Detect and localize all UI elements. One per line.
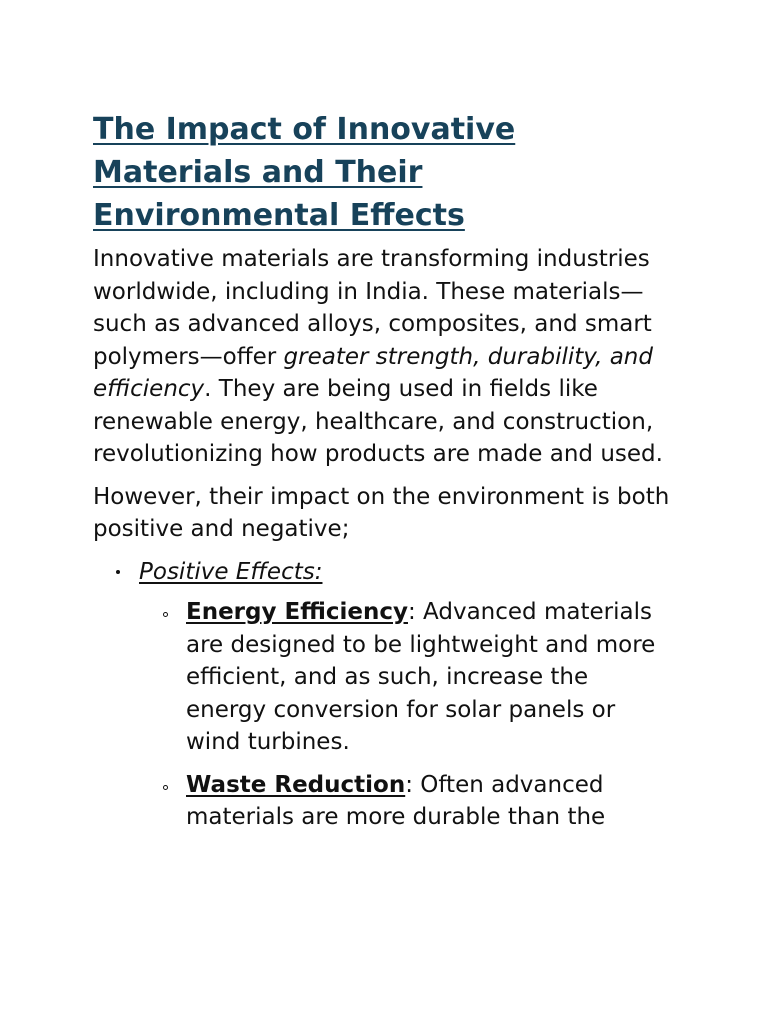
list-item-positive-effects [93, 556, 693, 834]
term-waste-reduction: Waste Reduction [186, 771, 406, 798]
transition-paragraph: However, their impact on the environment is both positive and negative; [93, 483, 670, 542]
term-energy-efficiency: Energy Efficiency [186, 599, 408, 625]
section-label-positive-effects: Positive Effects: [139, 558, 323, 585]
bullet-circle-icon [163, 785, 168, 790]
intro-text-part2: . They are being used in fields like renewable energy, healthcare, and construction, revolutionizing how products are made and used. [93, 376, 663, 467]
intro-emphasis: greater strength, durability, and efficiency [93, 343, 653, 402]
intro-paragraph [93, 243, 683, 471]
description-energy-efficiency: : Advanced materials are designed to be lightweight and more efficient, and as such, increase the energy conversion for solar panels or wind turbines. [186, 599, 656, 755]
bullet-dot-icon [116, 570, 120, 574]
positive-effects-sublist [139, 596, 693, 834]
list-item-energy-efficiency [139, 596, 656, 759]
description-waste-reduction: : Often advanced materials are more durable than the [186, 771, 606, 830]
list-item-waste-reduction [139, 769, 656, 834]
effects-list [93, 556, 693, 834]
intro-text-part1: Innovative materials are transforming industries worldwide, including in India. These materials—such as advanced alloys, composites, and smart polymers—offer [93, 246, 652, 370]
document-page [93, 108, 693, 844]
document-title: The Impact of Innovative Materials and Their Environmental Effects [93, 112, 516, 233]
bullet-circle-icon [163, 612, 168, 617]
